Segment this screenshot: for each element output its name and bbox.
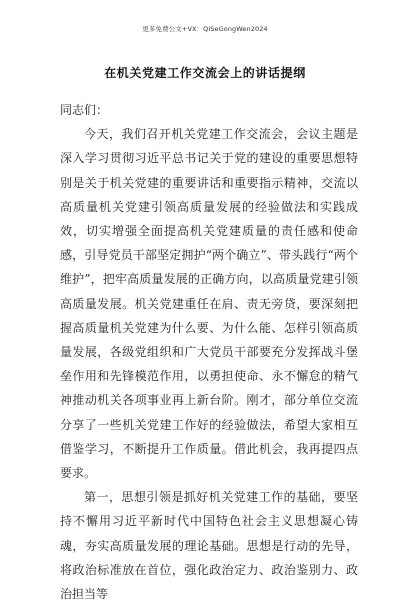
header-note: 更多免费公文+VX：QiSeGongWen2024 [142, 25, 268, 33]
salutation: 同志们： [60, 103, 109, 117]
paragraph-2: 第一，思想引领是抓好机关党建工作的基础，要坚持不懈用习近平新时代中国特色社会主义思想凝心铸魂，夯实高质量发展的理论基础。思想是行动的先导，将政治标准放在首位，强化政治定力、政治鉴别力、政治担当等 [60, 490, 358, 602]
document-title: 在机关党建工作交流会上的讲话提纲 [104, 66, 306, 80]
paragraph-1: 今天，我们召开机关党建工作交流会，会议主题是深入学习贯彻习近平总书记关于党的建设的重要思想特别是关于机关党建的重要讲话和重要指示精神，交流以高质量机关党建引领高质量发展的经验做法和实践成效，切实增强全面提高机关党建质量的责任感和使命感，引导党员干部坚定拥护“两个确立”、带头践行“两个维护”，把牢高质量发展的正确方向，以高质量党建引领高质量发展。机关党建重任在肩、责无旁贷，要深刻把握高质量机关党建为什么要、为什么能、怎样引领高质量发展，各级党组织和广大党员干部要充分发挥战斗堡垒作用和先锋模范作用，以勇担使命、永不懈怠的精气神推动机关各项事业再上新台阶。刚才，部分单位交流分享了一些机关党建工作好的经验做法，希望大家相互借鉴学习，不断提升工作质量。借此机会，我再提四点要求。 [60, 127, 358, 481]
document-body [60, 98, 358, 606]
